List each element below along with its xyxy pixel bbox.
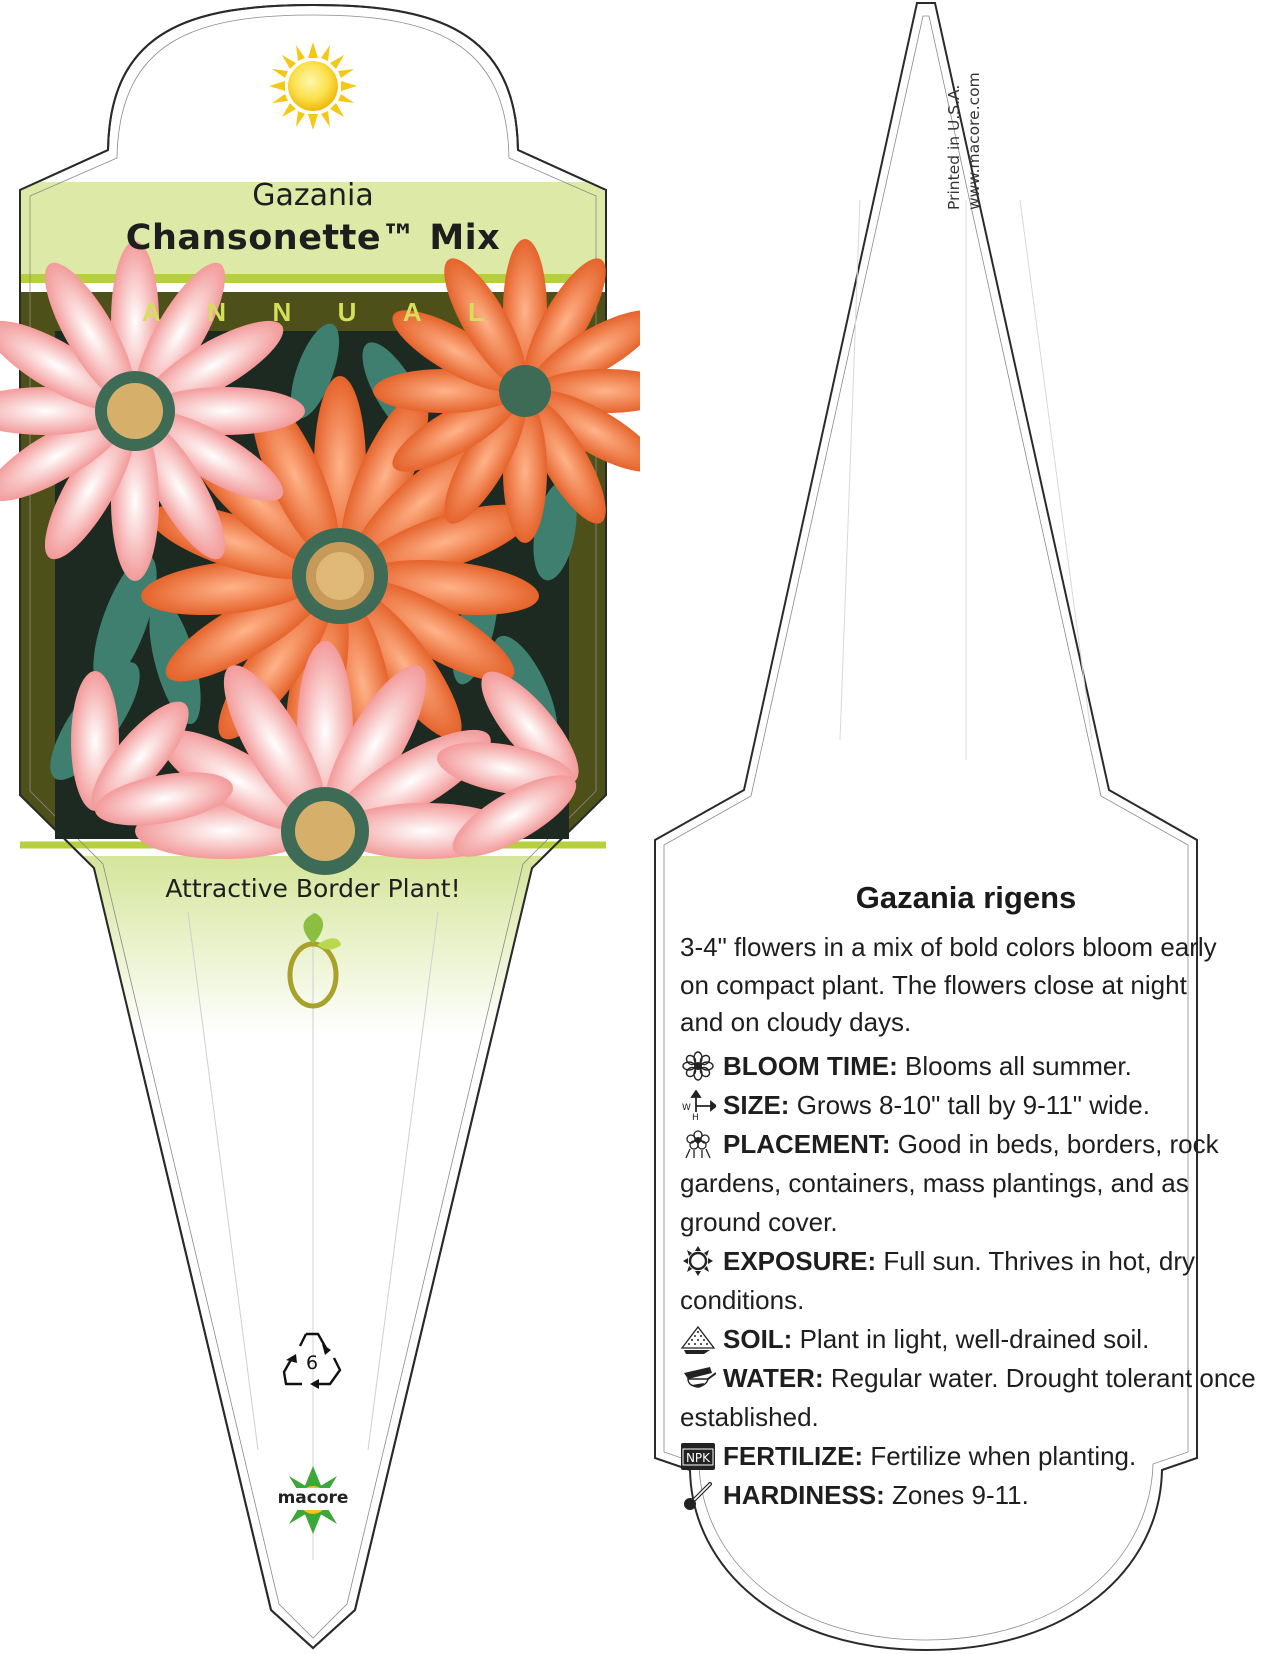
sun-icon <box>269 42 357 130</box>
care-attributes <box>680 1047 1260 1515</box>
size-arrows-icon <box>680 1090 716 1120</box>
flower-photo <box>0 239 640 875</box>
attr-size: W H SIZE: Grows 8-10" tall by 9-11" wide. <box>680 1086 1260 1125</box>
thermometer-icon <box>680 1480 716 1510</box>
recycle-number: 6 <box>305 1352 319 1374</box>
printed-origin: Printed in U.S.A. <box>945 84 963 210</box>
npk-fertilizer-icon <box>680 1441 716 1471</box>
soil-pile-icon <box>680 1324 716 1354</box>
plant-description: 3-4" flowers in a mix of bold colors bloom early on compact plant. The flowers close at night and on cloudy days. <box>680 932 1217 1037</box>
tagline: Attractive Border Plant! <box>165 874 461 903</box>
svg-text:H: H <box>692 1113 699 1120</box>
annual-letter: A <box>142 297 161 327</box>
annual-letter: N <box>272 297 292 327</box>
attr-fertilize: NPK FERTILIZE: Fertilize when planting. <box>680 1437 1260 1476</box>
annual-letter: N <box>207 297 226 327</box>
attr-bloom-time: BLOOM TIME: Blooms all summer. <box>680 1047 1260 1086</box>
attr-placement: PLACEMENT: Good in beds, borders, rock gardens, containers, mass plantings, and as ground cover. <box>680 1129 1219 1237</box>
annual-letter: A <box>402 297 422 327</box>
npk-text: NPK <box>685 1451 711 1465</box>
brand-name: macore <box>277 1488 349 1508</box>
printed-website: www.macore.com <box>965 72 983 210</box>
placement-flowers-icon <box>680 1129 716 1159</box>
svg-text:W: W <box>682 1103 691 1113</box>
attr-water: WATER: Regular water. Drought tolerant once established. <box>680 1363 1256 1432</box>
annual-letter: L <box>468 297 484 327</box>
plant-genus: Gazania <box>252 178 374 213</box>
watering-can-icon <box>680 1363 716 1393</box>
flower-icon <box>680 1051 716 1081</box>
annual-label <box>142 297 484 328</box>
attr-exposure: EXPOSURE: Full sun. Thrives in hot, dry conditions. <box>680 1246 1196 1315</box>
sun-icon <box>680 1246 716 1276</box>
printed-info <box>944 72 984 210</box>
attr-hardiness: HARDINESS: Zones 9-11. <box>680 1476 1260 1515</box>
annual-letter: U <box>337 297 357 327</box>
attr-soil: SOIL: Plant in light, well-drained soil. <box>680 1320 1260 1359</box>
plant-variety: Chansonette™ Mix <box>125 218 501 258</box>
botanical-name: Gazania rigens <box>855 880 1077 915</box>
